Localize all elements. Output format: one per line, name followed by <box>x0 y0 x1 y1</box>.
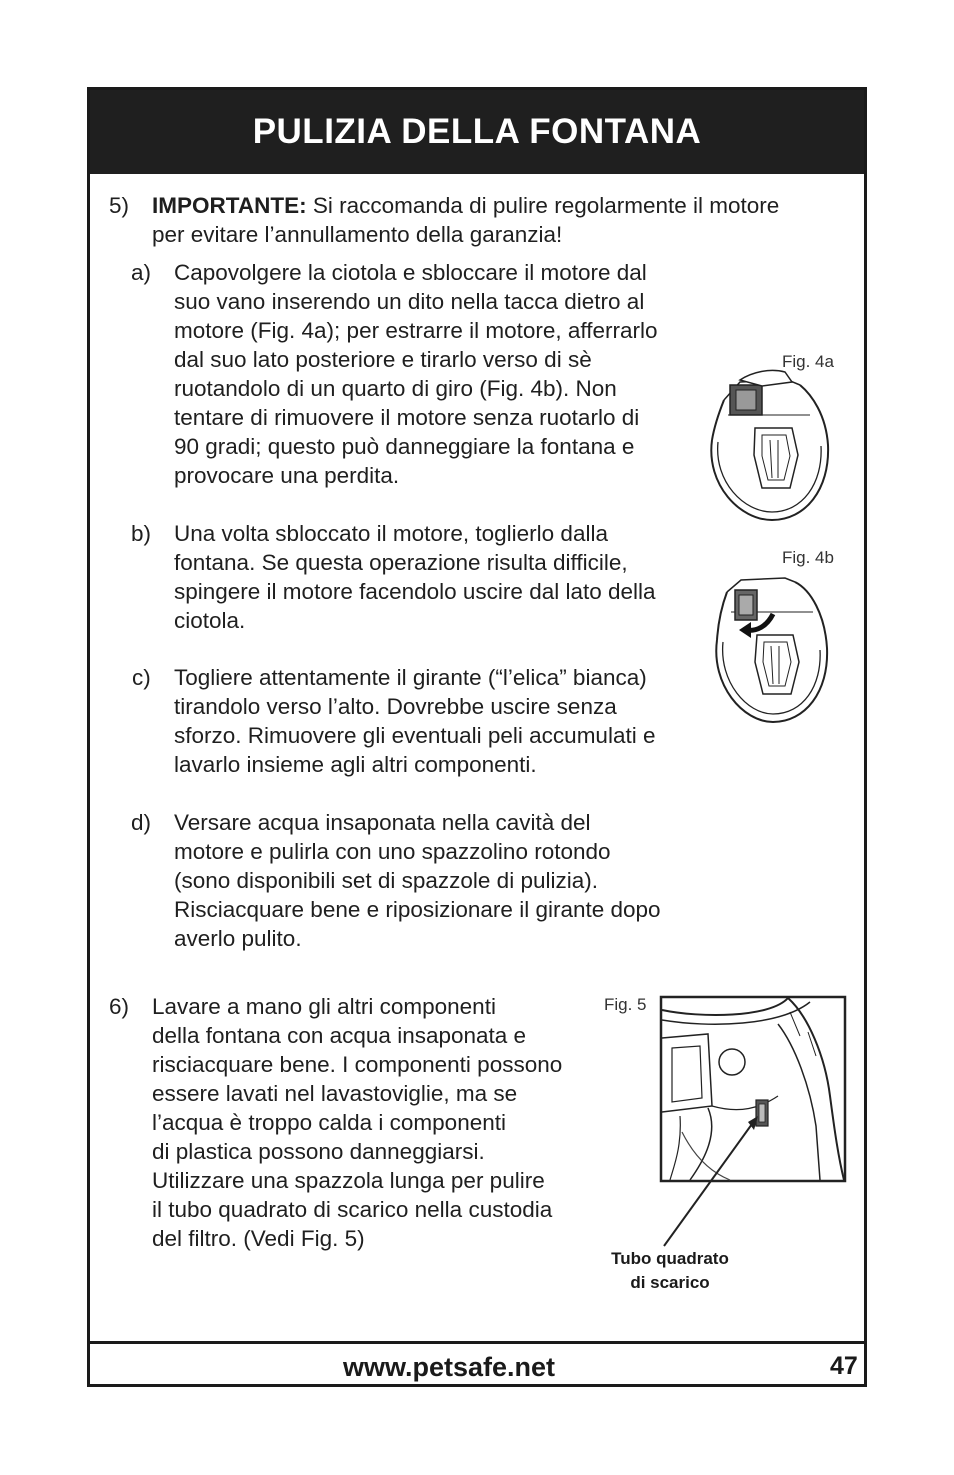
step5a-line: ruotandolo di un quarto di giro (Fig. 4b). Non <box>174 376 617 401</box>
step5a-line: tentare di rimuovere il motore senza ruotarlo di <box>174 405 640 430</box>
step5a-line: 90 gradi; questo può danneggiare la fontana e <box>174 434 635 459</box>
footer-divider <box>90 1341 864 1344</box>
fig5-label: Fig. 5 <box>604 995 647 1014</box>
step5-line-2: per evitare l’annullamento della garanzia! <box>152 222 563 247</box>
step5a-line: provocare una perdita. <box>174 463 400 488</box>
step5c-line: tirandolo verso l’alto. Dovrebbe uscire senza <box>174 694 617 719</box>
step5b-line: fontana. Se questa operazione risulta difficile, <box>174 550 628 575</box>
step5b-line: ciotola. <box>174 608 246 633</box>
step5d-line: averlo pulito. <box>174 926 302 951</box>
page-title: PULIZIA DELLA FONTANA <box>252 112 702 151</box>
step5a-line: Capovolgere la ciotola e sbloccare il motore dal <box>174 260 647 285</box>
step5c-line: lavarlo insieme agli altri componenti. <box>174 752 537 777</box>
important-label: IMPORTANTE: <box>152 193 307 218</box>
step5b-line: spingere il motore facendolo uscire dal lato della <box>174 579 656 604</box>
step5d-line: Versare acqua insaponata nella cavità del <box>174 810 591 835</box>
page-number: 47 <box>830 1352 858 1380</box>
step5-line-1 <box>152 191 779 220</box>
step5-line-1-text: Si raccomanda di pulire regolarmente il motore <box>306 193 780 218</box>
fig4b-label: Fig. 4b <box>782 548 834 567</box>
step5b-line: Una volta sbloccato il motore, toglierlo dalla <box>174 521 608 546</box>
step6-line: di plastica possono danneggiarsi. <box>152 1139 485 1164</box>
step6-line: risciacquare bene. I componenti possono <box>152 1052 563 1077</box>
step5c-line: sforzo. Rimuovere gli eventuali peli accumulati e <box>174 723 656 748</box>
step5b-marker: b) <box>131 521 152 546</box>
step6-line: del filtro. (Vedi Fig. 5) <box>152 1226 365 1251</box>
step5d-line: motore e pulirla con uno spazzolino rotondo <box>174 839 611 864</box>
fig5-callout-label <box>585 1247 755 1295</box>
footer-url: www.petsafe.net <box>343 1352 556 1382</box>
step5d-line: (sono disponibili set di spazzole di pulizia). <box>174 868 598 893</box>
fig4b-illustration <box>705 570 840 735</box>
fig5-callout-arrow <box>640 1110 770 1250</box>
step6-line: Utilizzare una spazzola lunga per pulire <box>152 1168 545 1193</box>
fig4a-illustration <box>700 360 840 530</box>
step5a-line: motore (Fig. 4a); per estrarre il motore, afferrarlo <box>174 318 658 343</box>
fig5-callout-line: Tubo quadrato <box>611 1249 729 1268</box>
step6-number: 6) <box>109 994 130 1019</box>
step6-line: della fontana con acqua insaponata e <box>152 1023 527 1048</box>
step6-line: Lavare a mano gli altri componenti <box>152 994 496 1019</box>
page-header <box>90 90 864 174</box>
step6-line: essere lavati nel lavastoviglie, ma se <box>152 1081 518 1106</box>
step5c-marker: c) <box>132 665 151 690</box>
fig4a-label: Fig. 4a <box>782 352 834 371</box>
step5c-line: Togliere attentamente il girante (“l’elica” bianca) <box>174 665 647 690</box>
step5d-line: Risciacquare bene e riposizionare il girante dopo <box>174 897 661 922</box>
step5d-marker: d) <box>131 810 152 835</box>
fig5-callout-line: di scarico <box>630 1273 710 1292</box>
step6-line: l’acqua è troppo calda i componenti <box>152 1110 506 1135</box>
step5-number: 5) <box>109 193 130 218</box>
step5a-marker: a) <box>131 260 152 285</box>
step6-line: il tubo quadrato di scarico nella custodia <box>152 1197 553 1222</box>
step5a-line: suo vano inserendo un dito nella tacca dietro al <box>174 289 645 314</box>
step5a-line: dal suo lato posteriore e tirarlo verso di sè <box>174 347 592 372</box>
